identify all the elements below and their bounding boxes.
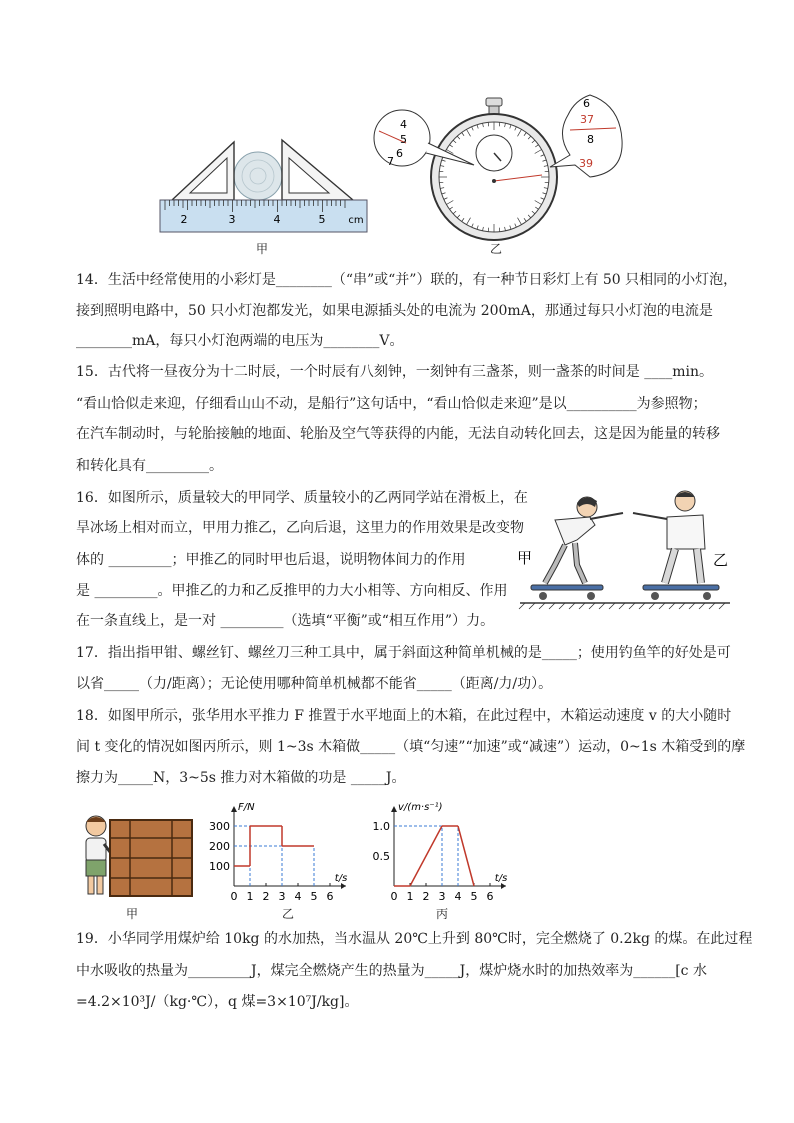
q17-line1: 17．指出指甲钳、螺丝钉、螺丝刀三种工具中，属于斜面这种简单机械的是_____；使用钓鱼竿的好处是可 (76, 645, 731, 661)
q14-line2: 接到照明电路中，50 只小灯泡都发光，如果电源插头处的电流为 200mA，那通过每只小灯泡的电流是 (76, 303, 713, 319)
ruler-number-2: 2 (180, 213, 188, 226)
x-tick-label: 0 (230, 890, 238, 903)
y-axis-label: F/N (238, 802, 255, 813)
x-tick-label: 2 (422, 890, 430, 903)
pushing-boy (86, 816, 110, 894)
label-yi: 乙 (713, 551, 729, 569)
q17-line2: 以省_____（力/距离）；无论使用哪种简单机械都不能省_____（距离/力/功）。 (76, 676, 553, 692)
small-dial-5: 5 (400, 133, 407, 146)
x-tick-label: 1 (406, 890, 414, 903)
ruler-unit: cm (348, 215, 364, 226)
x-tick-label: 3 (278, 890, 286, 903)
caption-jia-top: 甲 (256, 242, 269, 256)
q16-line5: 在一条直线上，是一对 _________（选填“平衡”或“相互作用”）力。 (76, 613, 495, 629)
ruler-figure (155, 130, 375, 236)
x-tick-label: 4 (294, 890, 302, 903)
caption-jia-18: 甲 (126, 907, 139, 921)
q16-line1: 16．如图所示，质量较大的甲同学、质量较小的乙两同学站在滑板上，在 (76, 490, 528, 506)
ruler-number-3: 3 (228, 213, 236, 226)
wooden-crate (110, 820, 192, 896)
label-jia: 甲 (517, 549, 533, 567)
y-axis-label: v/(m·s⁻¹) (398, 802, 443, 813)
q14-line1: 14．生活中经常使用的小彩灯是________（“串”或“并”）联的，有一种节日彩灯上有 50 只相同的小灯泡， (76, 272, 738, 288)
x-axis-label: t/s (494, 873, 508, 884)
x-tick-label: 2 (262, 890, 270, 903)
crate-figure (74, 812, 198, 902)
y-tick-label: 1.0 (372, 820, 390, 833)
q16-line2: 旱冰场上相对而立，甲用力推乙，乙向后退，这里力的作用效果是改变物 (76, 520, 524, 536)
x-tick-label: 5 (470, 890, 478, 903)
y-axis-arrow (231, 806, 237, 812)
x-tick-label: 5 (310, 890, 318, 903)
ruler-number-5: 5 (318, 213, 326, 226)
small-dial-7: 7 (387, 155, 394, 168)
y-tick-label: 0.5 (372, 850, 390, 863)
series-segment (458, 826, 474, 886)
ruler-number-4: 4 (273, 213, 281, 226)
q19-line3: =4.2×10³J/（kg·℃），q 煤=3×10⁷J/kg]。 (76, 994, 359, 1010)
ball (234, 152, 282, 200)
y-axis-arrow (391, 806, 397, 812)
q16-line3: 体的 _________；甲推乙的同时甲也后退，说明物体间力的作用 (76, 552, 466, 568)
x-tick-label: 1 (246, 890, 254, 903)
q16-line4: 是 _________。甲推乙的力和乙反推甲的力大小相等、方向相反、作用 (76, 583, 508, 599)
x-tick-label: 6 (326, 890, 334, 903)
q19-line2: 中水吸收的热量为_________J，煤完全燃烧产生的热量为_____J，煤炉烧水时的加热效率为______[c 水 (76, 963, 707, 979)
x-tick-label: 4 (454, 890, 462, 903)
caption-yi-top: 乙 (490, 242, 503, 256)
small-dial-6: 6 (396, 147, 403, 160)
x-tick-label: 0 (390, 890, 398, 903)
large-dial-37: 37 (580, 113, 594, 126)
person-yi (633, 491, 719, 600)
q15-line4: 和转化具有_________。 (76, 458, 223, 474)
x-axis-label: t/s (334, 873, 348, 884)
q15-line3: 在汽车制动时，与轮胎接触的地面、轮胎及空气等获得的内能，无法自动转化回去，这是因为能量的转移 (76, 426, 720, 442)
q14-line3: ________mA，每只小灯泡两端的电压为________V。 (76, 333, 404, 349)
q15-line2: “看山恰似走来迎，仔细看山山不动，是船行”这句话中，“看山恰似走来迎”是以__________为参照物； (76, 396, 707, 412)
x-tick-label: 6 (486, 890, 494, 903)
caption-bing-18: 丙 (436, 907, 449, 921)
small-dial-4: 4 (400, 118, 407, 131)
series-segment (410, 826, 442, 886)
skateboard-figure (515, 485, 735, 615)
large-dial-39: 39 (579, 157, 593, 170)
velocity-time-chart (364, 798, 508, 903)
y-tick-label: 300 (209, 820, 230, 833)
q18-line2: 间 t 变化的情况如图丙所示，则 1~3s 木箱做_____（填“匀速”“加速”或“减速”）运动，0~1s 木箱受到的摩 (76, 739, 746, 755)
q18-line3: 擦力为_____N，3~5s 推力对木箱做的功是 _____J。 (76, 770, 406, 786)
large-dial-6: 6 (583, 97, 590, 110)
q18-line1: 18．如图甲所示，张华用水平推力 F 推置于水平地面上的木箱，在此过程中，木箱运动速度 v 的大小随时 (76, 708, 732, 724)
q15-line1: 15．古代将一昼夜分为十二时辰，一个时辰有八刻钟，一刻钟有三盏茶，则一盏茶的时间是 ____min。 (76, 364, 714, 380)
caption-yi-18: 乙 (282, 907, 295, 921)
force-time-chart (206, 798, 356, 902)
stopwatch-figure (370, 95, 640, 255)
large-dial-8: 8 (587, 133, 594, 146)
y-tick-label: 200 (209, 840, 230, 853)
y-tick-label: 100 (209, 860, 230, 873)
q19-line1: 19．小华同学用煤炉给 10kg 的水加热，当水温从 20℃上升到 80℃时，完全燃烧了 0.2kg 的煤。在此过程 (76, 931, 753, 947)
person-jia (531, 497, 623, 600)
x-tick-label: 3 (438, 890, 446, 903)
